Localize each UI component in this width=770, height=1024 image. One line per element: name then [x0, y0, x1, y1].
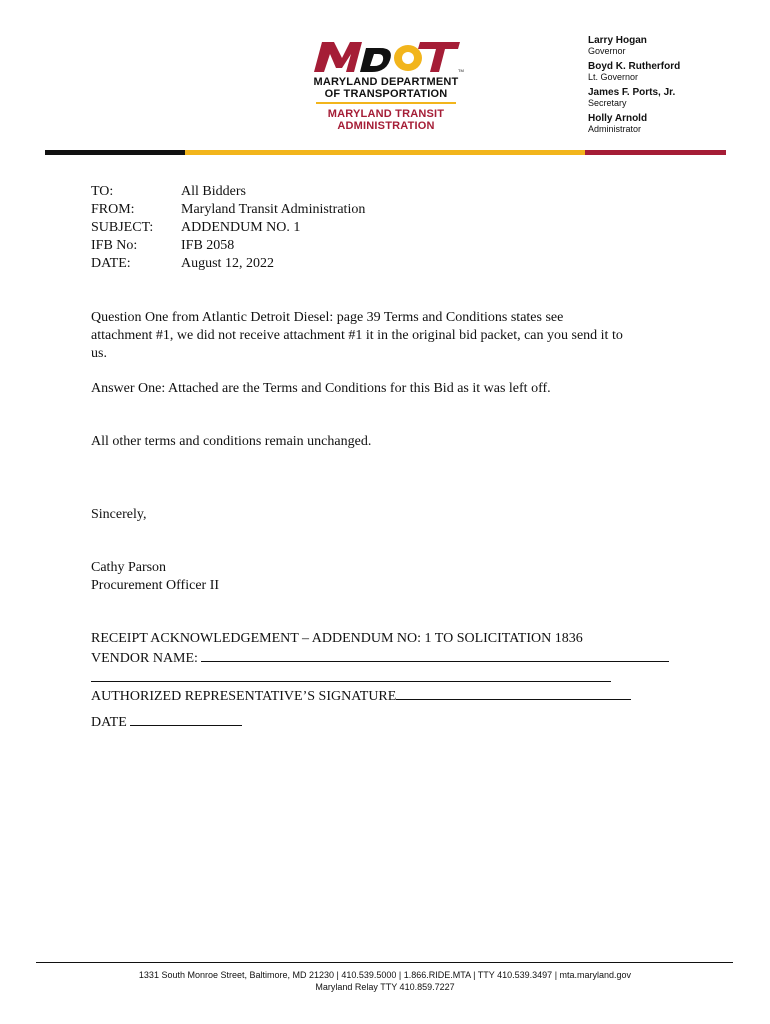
receipt-heading: RECEIPT ACKNOWLEDGEMENT – ADDENDUM NO: 1 TO SOLICITATION 1836 — [91, 631, 583, 646]
logo-department-line1: MARYLAND DEPARTMENT — [313, 76, 459, 88]
footer — [0, 969, 770, 993]
other-terms-note: All other terms and conditions remain unchanged. — [91, 434, 372, 449]
official-title: Secretary — [588, 98, 627, 108]
vendor-name-label: VENDOR NAME: — [91, 651, 198, 666]
vendor-name-continuation-row — [91, 668, 681, 686]
mdot-logo — [308, 38, 468, 138]
memo-label: IFB No: — [91, 238, 138, 253]
mdot-logo-mark — [308, 38, 464, 74]
footer-address: 1331 South Monroe Street, Baltimore, MD 21230 | 410.539.5000 | 1.866.RIDE.MTA | TTY 410.539.3497 | mta.maryland.gov — [138, 970, 632, 980]
memo-row-to — [91, 183, 365, 201]
question-line: attachment #1, we did not receive attachment #1 it in the original bid packet, can you send it to — [91, 328, 623, 343]
memo-value: August 12, 2022 — [181, 256, 274, 271]
memo-label: FROM: — [91, 202, 135, 217]
logo-letter-o-inner — [402, 52, 414, 64]
memo-row-date — [91, 255, 365, 273]
logo-divider — [316, 102, 456, 104]
memo-label: TO: — [91, 184, 114, 199]
logo-letter-d — [360, 48, 391, 72]
memo-header — [91, 183, 365, 273]
official-governor — [588, 35, 758, 56]
color-bar-gold — [185, 150, 585, 155]
vendor-name-field-2[interactable] — [91, 668, 611, 682]
receipt-date-label: DATE — [91, 715, 127, 730]
signature-row — [91, 686, 681, 706]
memo-value: ADDENDUM NO. 1 — [181, 220, 301, 235]
memo-row-from — [91, 201, 365, 219]
logo-department-line2: OF TRANSPORTATION — [324, 88, 448, 100]
logo-administration-line2: ADMINISTRATION — [337, 120, 435, 132]
official-title: Administrator — [588, 124, 642, 134]
memo-label: SUBJECT: — [91, 220, 154, 235]
official-lt-governor — [588, 61, 758, 82]
receipt-date-row — [91, 712, 681, 732]
signer-title: Procurement Officer II — [91, 578, 220, 593]
logo-letter-t — [418, 42, 460, 72]
question-one — [91, 309, 681, 363]
signature-label: AUTHORIZED REPRESENTATIVE’S SIGNATURE — [91, 689, 397, 704]
footer-divider — [36, 962, 733, 963]
logo-department — [308, 76, 464, 100]
logo-administration — [308, 108, 464, 132]
memo-value: Maryland Transit Administration — [181, 202, 366, 217]
closing: Sincerely, — [91, 507, 147, 522]
header-color-bar — [45, 150, 726, 155]
vendor-name-row — [91, 648, 681, 668]
logo-letter-m — [314, 42, 362, 72]
official-name: Boyd K. Rutherford — [588, 61, 681, 72]
logo-administration-line1: MARYLAND TRANSIT — [327, 108, 445, 120]
vendor-name-field[interactable] — [201, 648, 669, 662]
color-bar-black — [45, 150, 185, 155]
color-bar-red — [585, 150, 726, 155]
official-secretary — [588, 87, 758, 108]
question-line: Question One from Atlantic Detroit Diesel: page 39 Terms and Conditions states see — [91, 310, 564, 325]
official-administrator — [588, 113, 758, 134]
memo-label: DATE: — [91, 256, 131, 271]
answer-one: Answer One: Attached are the Terms and Conditions for this Bid as it was left off. — [91, 381, 551, 396]
official-name: Larry Hogan — [588, 35, 647, 46]
memo-row-ifb — [91, 237, 365, 255]
receipt-acknowledgement — [91, 630, 681, 732]
officials-list — [588, 35, 758, 139]
question-line: us. — [91, 346, 107, 361]
signature-field[interactable] — [396, 686, 631, 700]
official-title: Governor — [588, 46, 626, 56]
logo-tm: TM — [458, 68, 464, 73]
memo-row-subject — [91, 219, 365, 237]
official-name: James F. Ports, Jr. — [588, 87, 676, 98]
official-title: Lt. Governor — [588, 72, 639, 82]
receipt-date-field[interactable] — [130, 712, 242, 726]
memo-value: All Bidders — [181, 184, 246, 199]
official-name: Holly Arnold — [588, 113, 648, 124]
footer-relay: Maryland Relay TTY 410.859.7227 — [315, 982, 455, 992]
signature-block — [91, 559, 681, 595]
memo-value: IFB 2058 — [181, 238, 235, 253]
signer-name: Cathy Parson — [91, 560, 167, 575]
